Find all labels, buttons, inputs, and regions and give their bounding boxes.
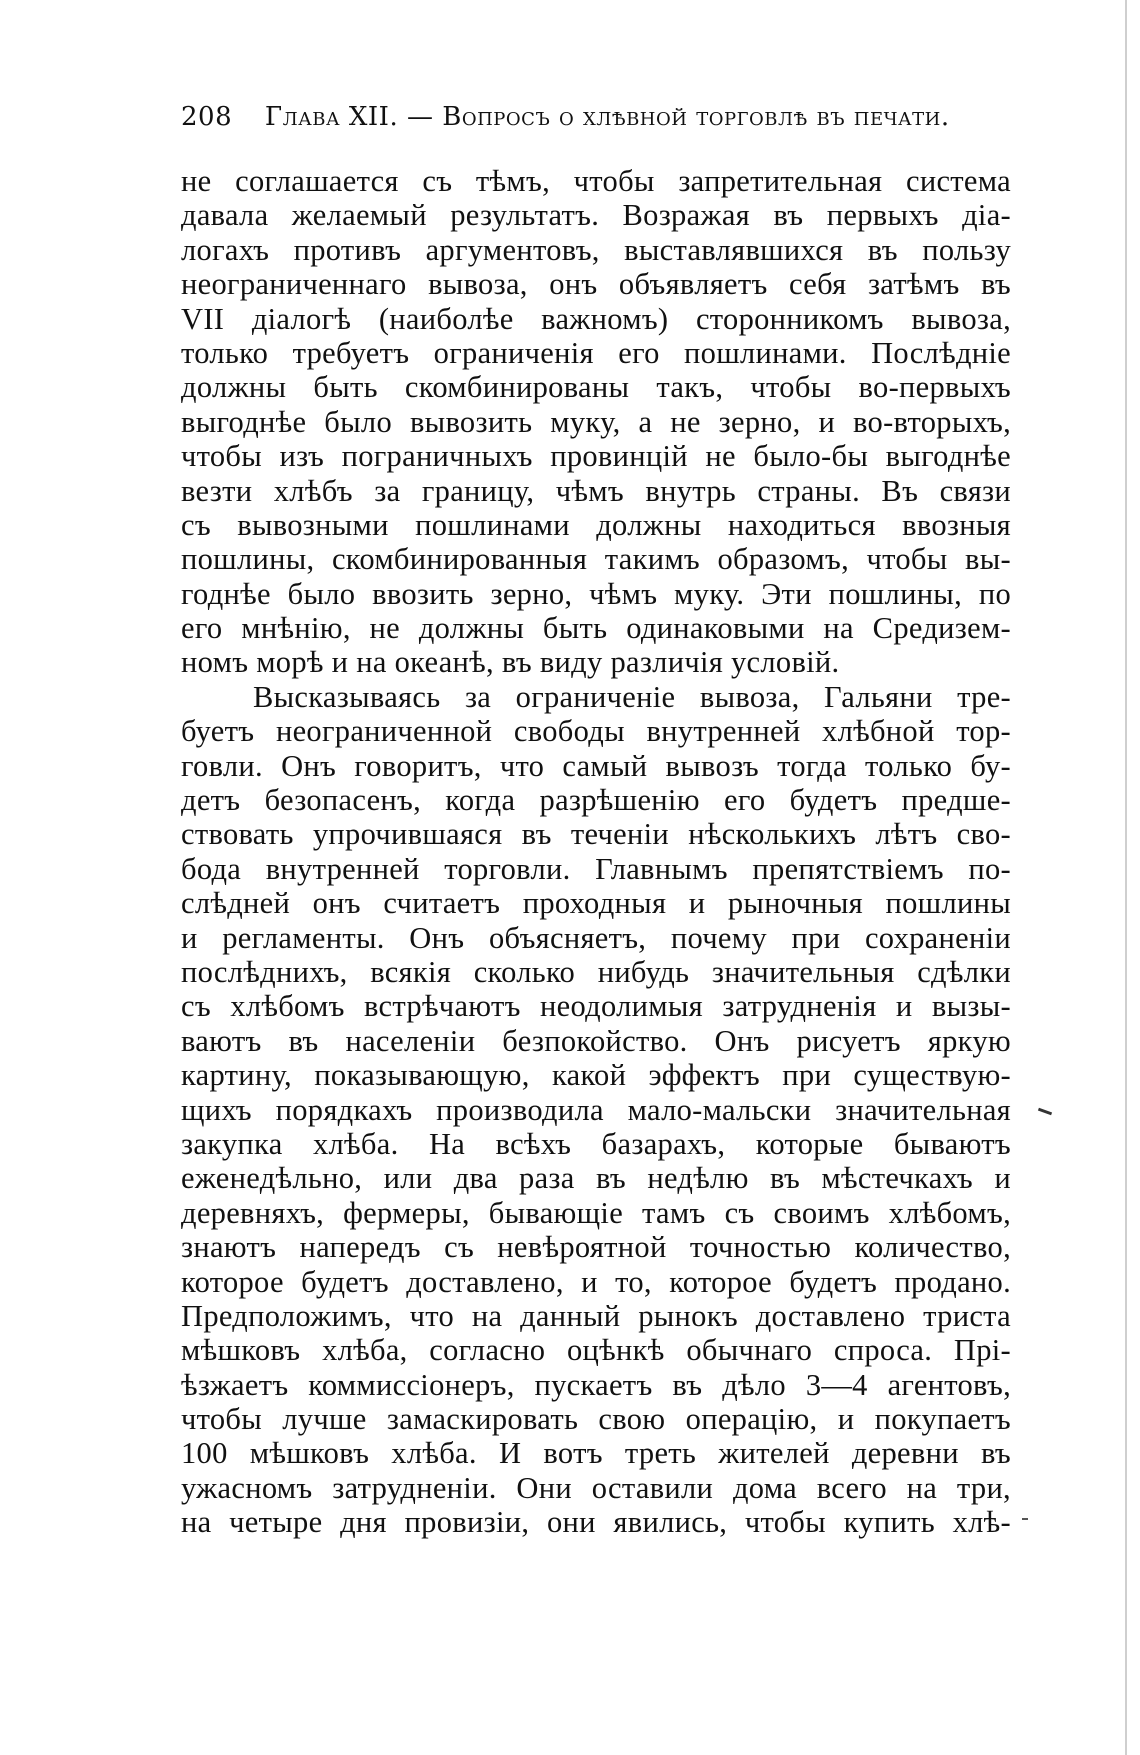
text-line: неограниченнаго вывоза, онъ объявляетъ себя затѣмъ въ (181, 267, 1011, 302)
paragraph-1 (181, 164, 1011, 680)
chapter-title: Глава XII. — Вопросъ о хлѣвной торговлѣ въ печати. (264, 102, 950, 132)
text-line: чтобы изъ пограничныхъ провинцій не было-бы выгоднѣе (181, 439, 1011, 474)
text-line: везти хлѣбъ за границу, чѣмъ внутрь страны. Въ связи (181, 473, 1011, 508)
text-line: щихъ порядкахъ производила мало-мальски значительная (181, 1092, 1011, 1127)
text-line: выгоднѣе было вывозить муку, а не зерно, и во-вторыхъ, (181, 404, 1011, 439)
text-line: номъ морѣ и на океанѣ, въ виду различія условій. (181, 645, 840, 680)
text-line: съ хлѣбомъ встрѣчаютъ неодолимыя затрудненія и вызы- (181, 989, 1011, 1024)
running-head (181, 100, 1011, 134)
text-line: ваютъ въ населеніи безпокойство. Онъ рисуетъ яркую (181, 1023, 1011, 1058)
text-line: Предположимъ, что на данный рынокъ доставлено триста (181, 1298, 1011, 1333)
text-line: чтобы лучше замаскировать свою операцію, и покупаетъ (181, 1402, 1011, 1437)
text-line: не соглашается съ тѣмъ, чтобы запретительная система (181, 164, 1011, 198)
text-line: ѣзжаетъ коммиссіонеръ, пускаетъ въ дѣло 3—4 агентовъ, (181, 1367, 1011, 1402)
text-line: пошлины, скомбинированныя такимъ образомъ, чтобы вы- (181, 542, 1011, 577)
text-line: должны быть скомбинированы такъ, чтобы во-первыхъ (181, 370, 1011, 405)
text-line: ужасномъ затрудненіи. Они оставили дома всего на три, (181, 1470, 1011, 1505)
text-line: ствовать упрочившаяся въ теченіи нѣсколькихъ лѣтъ сво- (181, 817, 1011, 852)
body-text (181, 164, 1011, 1540)
page-number: 208 (181, 102, 233, 132)
text-line: его мнѣнію, не должны быть одинаковыми на Средизем- (181, 611, 1011, 646)
text-line: которое будетъ доставлено, и то, которое будетъ продано. (181, 1264, 1011, 1299)
text-line: и регламенты. Онъ объясняетъ, почему при сохраненіи (181, 920, 1011, 955)
text-line: логахъ противъ аргументовъ, выставлявшихся въ пользу (181, 232, 1011, 267)
text-line: послѣднихъ, всякія сколько нибудь значительныя сдѣлки (181, 954, 1011, 989)
text-line: годнѣе было ввозить зерно, чѣмъ муку. Эти пошлины, по (181, 576, 1011, 611)
text-line: закупка хлѣба. На всѣхъ базарахъ, которые бываютъ (181, 1126, 1011, 1161)
text-line: давала желаемый результатъ. Возражая въ первыхъ діа- (181, 198, 1011, 233)
text-line: только требуетъ ограниченія его пошлинами. Послѣдніе (181, 335, 1011, 370)
text-line: деревняхъ, фермеры, бывающіе тамъ съ своимъ хлѣбомъ, (181, 1195, 1011, 1230)
margin-mark (1038, 1108, 1052, 1116)
page-edge-line (1125, 0, 1127, 1755)
text-line: мѣшковъ хлѣба, согласно оцѣнкѣ обычнаго спроса. Прі- (181, 1333, 1011, 1368)
text-line: детъ безопасенъ, когда разрѣшенію его будетъ предше- (181, 783, 1011, 818)
text-line: Высказываясь за ограниченіе вывоза, Гальяни тре- (253, 679, 1011, 714)
text-line: бода внутренней торговли. Главнымъ препятствіемъ по- (181, 851, 1011, 886)
paragraph-2 (181, 680, 1011, 1540)
margin-mark (1022, 1518, 1028, 1520)
text-line: слѣдней онъ считаетъ проходныя и рыночныя пошлины (181, 886, 1011, 921)
text-line: знаютъ напередъ съ невѣроятной точностью количество, (181, 1230, 1011, 1265)
text-line: съ вывозными пошлинами должны находиться ввозныя (181, 507, 1011, 542)
text-line: буетъ неограниченной свободы внутренней хлѣбной тор- (181, 714, 1011, 749)
text-line: VII діалогѣ (наиболѣе важномъ) сторонникомъ вывоза, (181, 301, 1011, 336)
text-line: еженедѣльно, или два раза въ недѣлю въ мѣстечкахъ и (181, 1161, 1011, 1196)
text-line: говли. Онъ говоритъ, что самый вывозъ тогда только бу- (181, 748, 1011, 783)
text-line: на четыре дня провизіи, они явились, чтобы купить хлѣ- (181, 1505, 1011, 1540)
text-line: картину, показывающую, какой эффектъ при существую- (181, 1058, 1011, 1093)
text-line: 100 мѣшковъ хлѣба. И вотъ треть жителей деревни въ (181, 1436, 1011, 1471)
